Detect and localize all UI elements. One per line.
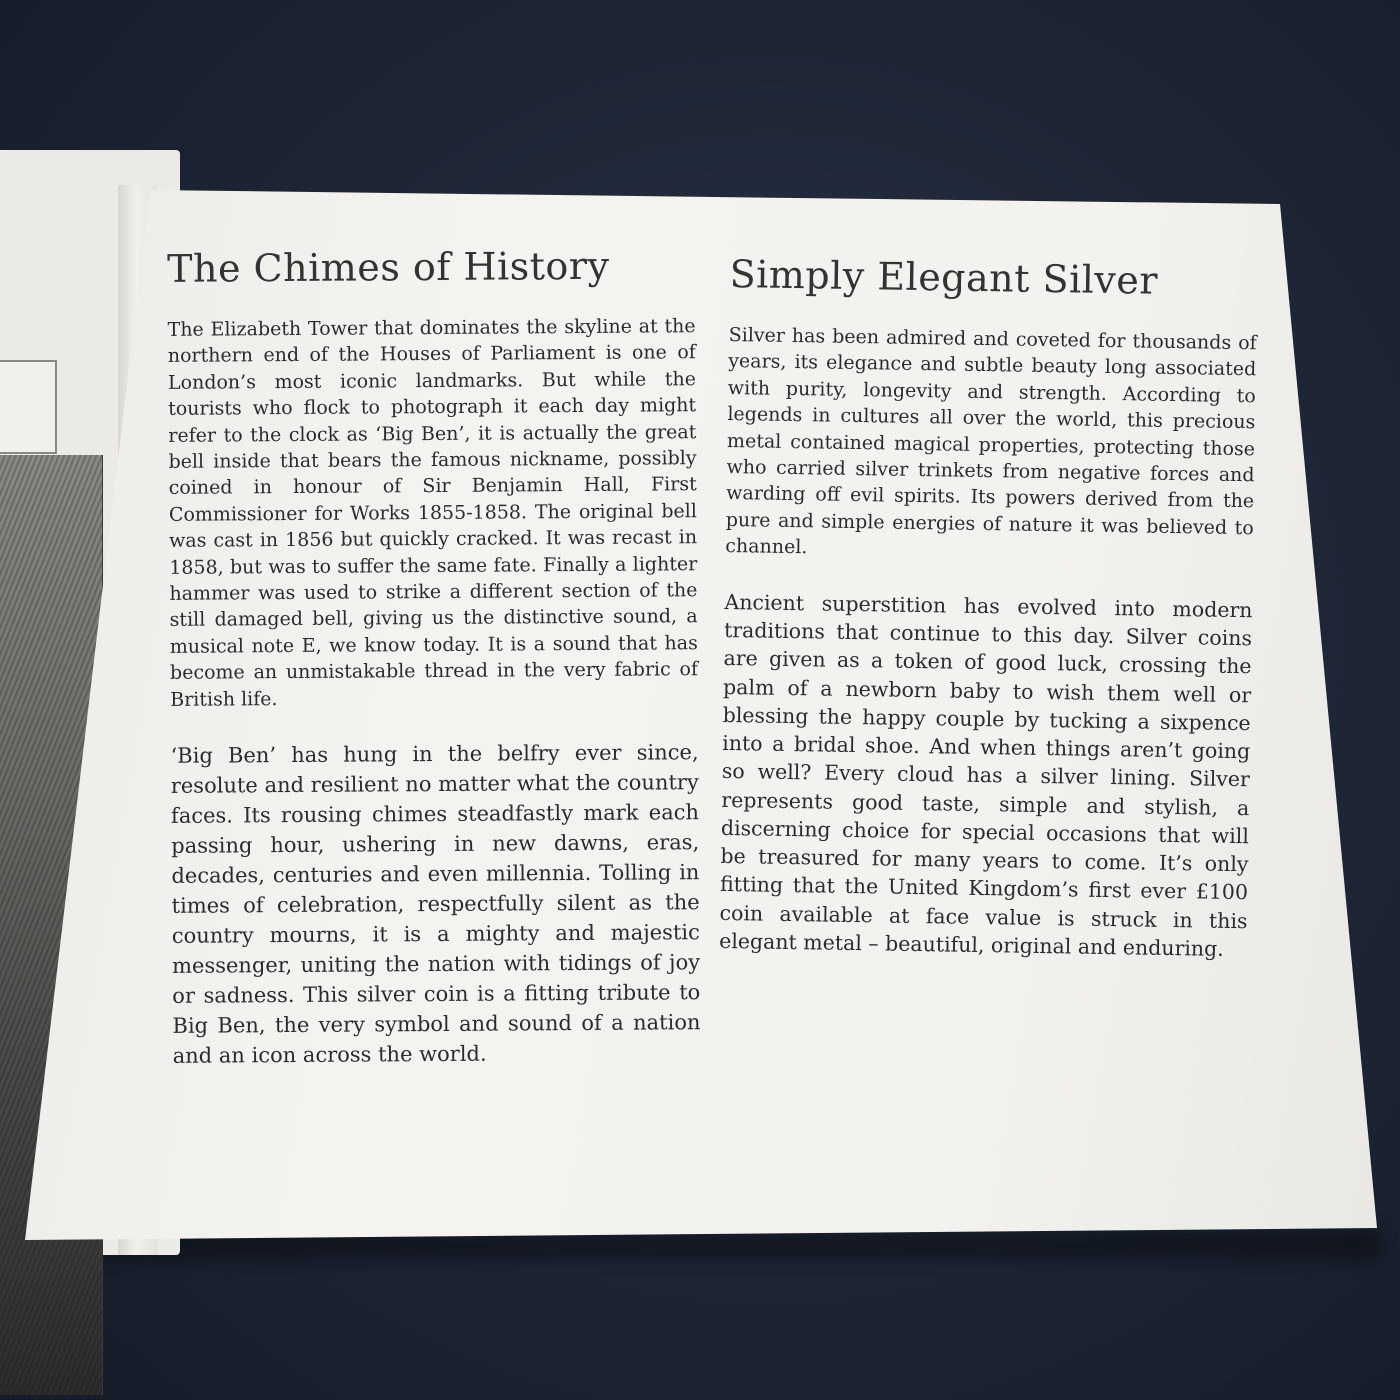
- left-paragraph-2: ‘Big Ben’ has hung in the belfry ever since, resolute and resilient no matter what the country faces. Its rousing chimes steadfastly mark each passing hour, ushering in new dawns, eras, decades, centuries and even millennia. Tolling in times of celebration, respectfully silent as the country mourns, it is a mighty and majestic messenger, uniting the nation with tidings of joy or sadness. This silver coin is a fitting tribute to Big Ben, the very symbol and sound of a nation and an icon across the world.: [170, 740, 701, 1069]
- right-column: [719, 252, 1258, 992]
- left-title: The Chimes of History: [167, 243, 610, 291]
- left-column: [167, 243, 701, 1099]
- right-paragraph-2: Ancient superstition has evolved into modern traditions that continue to this day. Silver coins are given as a token of good luck, crossing the palm of a newborn baby to wish them well or blessing the happy couple by tucking a sixpence into a bridal shoe. And when things aren’t going so well? Every cloud has a silver lining. Silver represents good taste, simple and stylish, a discerning choice for special occasions that will be treasured for many years to come. It’s only fitting that the United Kingdom’s first ever £100 coin available at face value is struck in this elegant metal – beautiful, original and enduring.: [718, 589, 1253, 961]
- label-box: [0, 360, 57, 454]
- left-paragraph-1: The Elizabeth Tower that dominates the skyline at the northern end of the Houses of Parliament is one of London’s most iconic landmarks. But while the tourists who flock to photograph it each day might refer to the clock as ‘Big Ben’, it is actually the great bell inside that bears the famous nickname, possibly coined in honour of Sir Benjamin Hall, First Commissioner for Works 1855-1858. The original bell was cast in 1856 but quickly cracked. It was recast in 1858, but was to suffer the same fate. Finally a lighter hammer was used to strike a different section of the still damaged bell, giving us the distinctive sound, a musical note E, we know today. It is a sound that has become an unmistakable thread in the very fabric of British life.: [167, 315, 699, 711]
- right-title: Simply Elegant Silver: [729, 252, 1159, 303]
- right-paragraph-1: Silver has been admired and coveted for thousands of years, its elegance and subtle beauty long associated with purity, longevity and strength. According to legends in cultures all over the world, this precious metal contained magical properties, protecting those who carried silver trinkets from negative forces and warding off evil spirits. Its powers derived from the pure and simple energies of nature it was believed to channel.: [725, 323, 1257, 559]
